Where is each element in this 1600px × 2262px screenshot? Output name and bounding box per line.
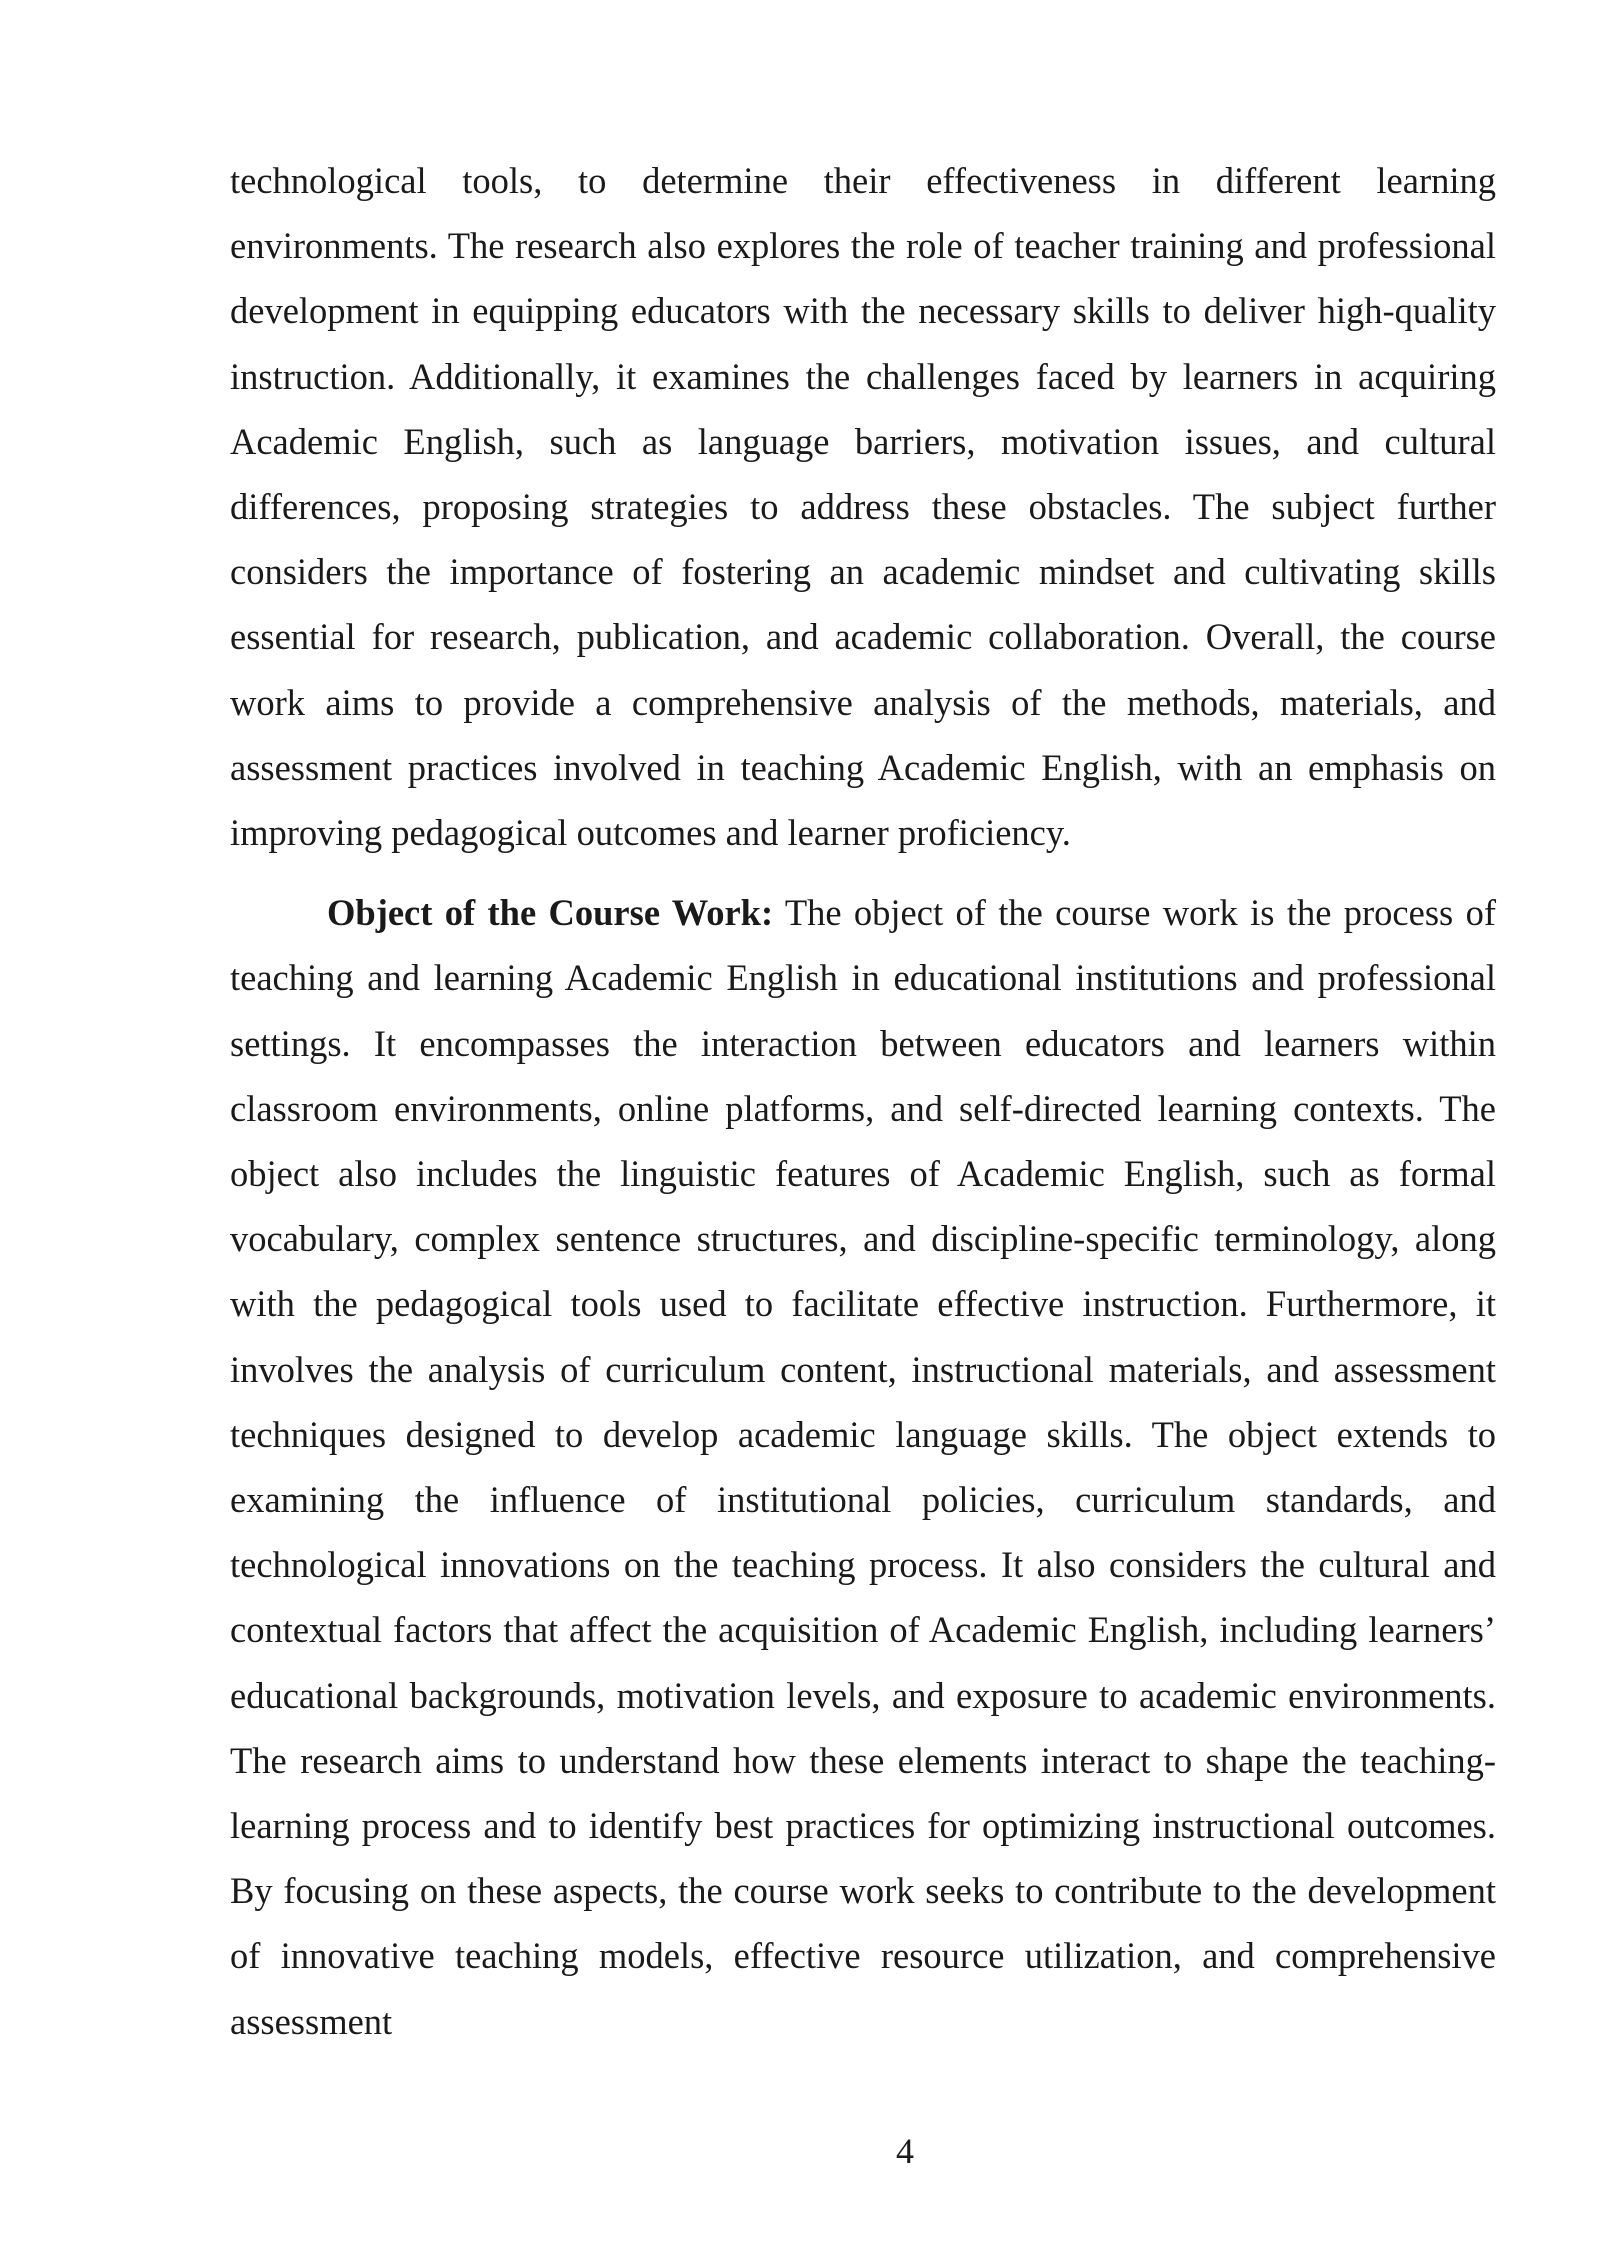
- body-text: [230, 148, 1496, 2054]
- section-heading: Object of the Course Work:: [327, 892, 774, 934]
- paragraph-continuation: technological tools, to determine their effectiveness in different learning environments. The research also explores the role of teacher training and professional development in equipping educators with the necessary skills to deliver high-quality instruction. Additionally, it examines the challenges faced by learners in acquiring Academic English, such as language barriers, motivation issues, and cultural differences, proposing strategies to address these obstacles. The subject further considers the importance of fostering an academic mindset and cultivating skills essential for research, publication, and academic collaboration. Overall, the course work aims to provide a comprehensive analysis of the methods, materials, and assessment practices involved in teaching Academic English, with an emphasis on improving pedagogical outcomes and learner proficiency.: [230, 160, 1496, 854]
- paragraph-object-of-course-work: [230, 880, 1496, 2054]
- page-number: 4: [896, 2131, 914, 2171]
- section-body: The object of the course work is the process of teaching and learning Academic English in educational institutions and professional settings. It encompasses the interaction between educators and learners within classroom environments, online platforms, and self-directed learning contexts. The object also includes the linguistic features of Academic English, such as formal vocabulary, complex sentence structures, and discipline-specific terminology, along with the pedagogical tools used to facilitate effective instruction. Furthermore, it involves the analysis of curriculum content, instructional materials, and assessment techniques designed to develop academic language skills. The object extends to examining the influence of institutional policies, curriculum standards, and technological innovations on the teaching process. It also considers the cultural and contextual factors that affect the acquisition of Academic English, including learners’ educational backgrounds, motivation levels, and exposure to academic environments. The research aims to understand how these elements interact to shape the teaching-learning process and to identify best practices for optimizing instructional outcomes. By focusing on these aspects, the course work seeks to contribute to the development of innovative teaching models, effective resource utilization, and comprehensive assessment: [230, 892, 1496, 2042]
